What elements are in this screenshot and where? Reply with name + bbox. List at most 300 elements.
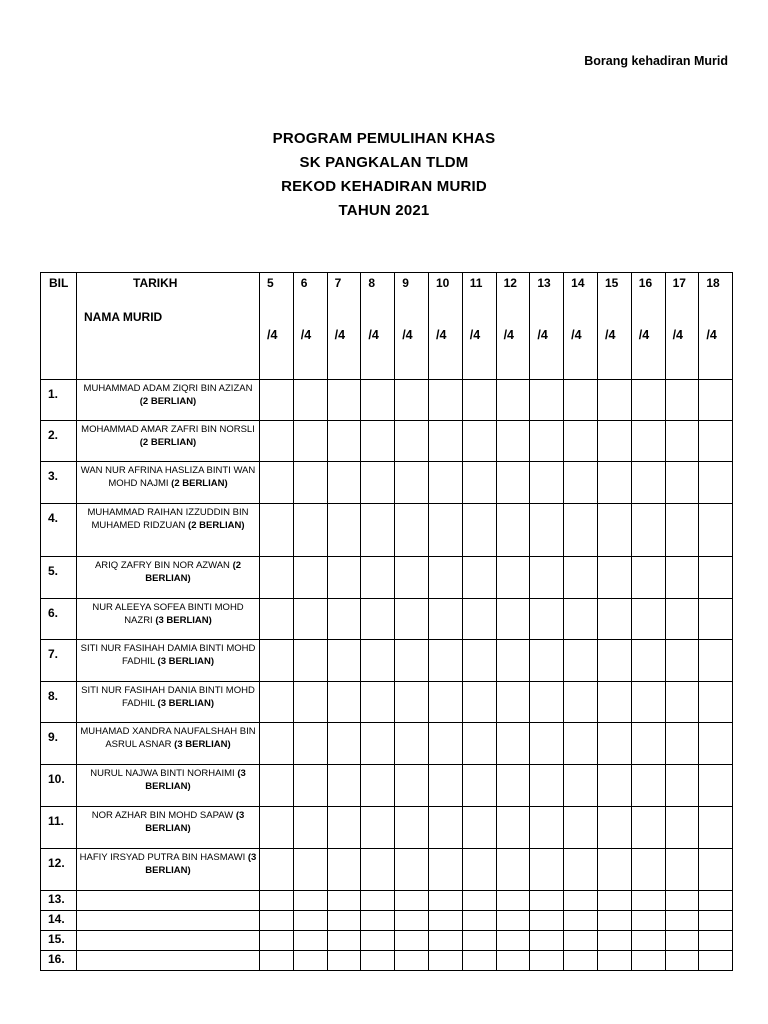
attendance-cell[interactable] <box>631 951 665 971</box>
attendance-cell[interactable] <box>530 765 564 807</box>
attendance-cell[interactable] <box>699 599 733 640</box>
date-month: /4 <box>706 328 717 342</box>
attendance-cell[interactable] <box>361 807 395 849</box>
attendance-cell[interactable] <box>530 849 564 891</box>
attendance-cell[interactable] <box>597 682 631 723</box>
attendance-cell[interactable] <box>530 599 564 640</box>
student-name-cell <box>77 723 260 765</box>
attendance-cell[interactable] <box>293 931 327 951</box>
attendance-cell[interactable] <box>665 421 699 462</box>
attendance-cell[interactable] <box>597 599 631 640</box>
attendance-cell[interactable] <box>496 599 530 640</box>
student-name: NOR AZHAR BIN MOHD SAPAW <box>91 810 234 821</box>
attendance-cell[interactable] <box>665 557 699 599</box>
empty-row <box>41 951 733 971</box>
attendance-cell[interactable] <box>361 421 395 462</box>
attendance-cell[interactable] <box>631 462 665 504</box>
attendance-cell[interactable] <box>462 462 496 504</box>
empty-row <box>41 911 733 931</box>
attendance-cell[interactable] <box>699 951 733 971</box>
student-name-cell <box>77 765 260 807</box>
student-class: (2 BERLIAN) <box>188 520 245 531</box>
date-header <box>395 273 429 380</box>
attendance-cell[interactable] <box>665 504 699 557</box>
title-line-1: PROGRAM PEMULIHAN KHAS <box>272 130 496 147</box>
attendance-cell[interactable] <box>462 807 496 849</box>
attendance-cell[interactable] <box>496 723 530 765</box>
attendance-cell[interactable] <box>496 421 530 462</box>
attendance-cell[interactable] <box>260 951 294 971</box>
attendance-cell[interactable] <box>631 723 665 765</box>
attendance-cell[interactable] <box>462 931 496 951</box>
attendance-cell[interactable] <box>496 765 530 807</box>
attendance-cell[interactable] <box>597 380 631 421</box>
attendance-cell[interactable] <box>293 504 327 557</box>
attendance-cell[interactable] <box>293 765 327 807</box>
attendance-cell[interactable] <box>665 682 699 723</box>
attendance-cell[interactable] <box>665 723 699 765</box>
attendance-cell[interactable] <box>699 557 733 599</box>
attendance-cell[interactable] <box>361 462 395 504</box>
attendance-cell[interactable] <box>395 462 429 504</box>
attendance-cell[interactable] <box>260 765 294 807</box>
attendance-cell[interactable] <box>564 462 598 504</box>
student-name: NURUL NAJWA BINTI NORHAIMI <box>90 768 235 779</box>
attendance-cell[interactable] <box>462 640 496 682</box>
student-name-cell[interactable] <box>77 911 260 931</box>
attendance-cell[interactable] <box>462 951 496 971</box>
attendance-cell[interactable] <box>631 421 665 462</box>
attendance-cell[interactable] <box>293 723 327 765</box>
student-name: HAFIY IRSYAD PUTRA BIN HASMAWI <box>79 852 246 863</box>
row-number: 15. <box>41 931 77 951</box>
attendance-cell[interactable] <box>665 891 699 911</box>
attendance-cell[interactable] <box>699 421 733 462</box>
student-class: (2 BERLIAN) <box>139 396 197 407</box>
attendance-cell[interactable] <box>462 891 496 911</box>
attendance-cell[interactable] <box>428 504 462 557</box>
row-number: 13. <box>41 891 77 911</box>
attendance-cell[interactable] <box>564 557 598 599</box>
attendance-cell[interactable] <box>361 891 395 911</box>
date-header <box>597 273 631 380</box>
attendance-cell[interactable] <box>597 765 631 807</box>
attendance-cell[interactable] <box>631 931 665 951</box>
attendance-cell[interactable] <box>428 599 462 640</box>
attendance-cell[interactable] <box>395 723 429 765</box>
nama-murid-label: NAMA MURID <box>84 310 163 324</box>
attendance-cell[interactable] <box>530 504 564 557</box>
attendance-cell[interactable] <box>699 640 733 682</box>
attendance-cell[interactable] <box>564 640 598 682</box>
student-name-cell[interactable] <box>77 931 260 951</box>
attendance-cell[interactable] <box>631 849 665 891</box>
attendance-cell[interactable] <box>462 911 496 931</box>
attendance-cell[interactable] <box>530 462 564 504</box>
attendance-cell[interactable] <box>597 504 631 557</box>
attendance-cell[interactable] <box>395 849 429 891</box>
attendance-cell[interactable] <box>631 504 665 557</box>
attendance-cell[interactable] <box>327 380 361 421</box>
attendance-cell[interactable] <box>462 723 496 765</box>
attendance-cell[interactable] <box>699 504 733 557</box>
attendance-cell[interactable] <box>665 380 699 421</box>
attendance-cell[interactable] <box>327 765 361 807</box>
student-row <box>41 682 733 723</box>
attendance-cell[interactable] <box>496 931 530 951</box>
attendance-cell[interactable] <box>564 807 598 849</box>
attendance-cell[interactable] <box>496 682 530 723</box>
attendance-cell[interactable] <box>260 891 294 911</box>
attendance-cell[interactable] <box>361 380 395 421</box>
attendance-cell[interactable] <box>260 640 294 682</box>
attendance-cell[interactable] <box>327 891 361 911</box>
date-day: 17 <box>672 276 686 290</box>
attendance-cell[interactable] <box>395 599 429 640</box>
attendance-cell[interactable] <box>361 682 395 723</box>
date-day: 11 <box>469 276 483 290</box>
attendance-cell[interactable] <box>260 380 294 421</box>
attendance-cell[interactable] <box>428 723 462 765</box>
attendance-cell[interactable] <box>327 640 361 682</box>
student-row <box>41 462 733 504</box>
attendance-cell[interactable] <box>293 911 327 931</box>
attendance-cell[interactable] <box>428 462 462 504</box>
attendance-cell[interactable] <box>260 807 294 849</box>
attendance-cell[interactable] <box>293 421 327 462</box>
document-titles <box>0 127 768 223</box>
student-name-cell <box>77 421 260 462</box>
row-number: 8. <box>41 682 77 723</box>
attendance-cell[interactable] <box>699 849 733 891</box>
attendance-cell[interactable] <box>361 931 395 951</box>
attendance-cell[interactable] <box>428 765 462 807</box>
attendance-cell[interactable] <box>395 807 429 849</box>
attendance-cell[interactable] <box>699 807 733 849</box>
attendance-cell[interactable] <box>496 557 530 599</box>
date-day: 13 <box>537 276 551 290</box>
attendance-cell[interactable] <box>327 557 361 599</box>
attendance-cell[interactable] <box>597 891 631 911</box>
attendance-cell[interactable] <box>699 765 733 807</box>
attendance-cell[interactable] <box>564 765 598 807</box>
row-number: 4. <box>41 504 77 557</box>
attendance-cell[interactable] <box>361 504 395 557</box>
attendance-cell[interactable] <box>395 911 429 931</box>
student-row <box>41 765 733 807</box>
attendance-cell[interactable] <box>260 462 294 504</box>
attendance-cell[interactable] <box>462 421 496 462</box>
attendance-cell[interactable] <box>699 682 733 723</box>
date-day: 16 <box>638 276 653 290</box>
attendance-cell[interactable] <box>327 462 361 504</box>
attendance-cell[interactable] <box>564 421 598 462</box>
date-header <box>631 273 665 380</box>
attendance-cell[interactable] <box>327 421 361 462</box>
attendance-cell[interactable] <box>395 640 429 682</box>
attendance-cell[interactable] <box>293 380 327 421</box>
date-month: /4 <box>571 328 582 342</box>
attendance-cell[interactable] <box>293 599 327 640</box>
attendance-cell[interactable] <box>530 682 564 723</box>
student-row <box>41 723 733 765</box>
attendance-cell[interactable] <box>597 557 631 599</box>
student-row <box>41 849 733 891</box>
attendance-cell[interactable] <box>293 951 327 971</box>
attendance-cell[interactable] <box>665 599 699 640</box>
attendance-cell[interactable] <box>496 504 530 557</box>
attendance-cell[interactable] <box>260 723 294 765</box>
attendance-cell[interactable] <box>327 931 361 951</box>
date-day: 18 <box>706 276 720 290</box>
attendance-cell[interactable] <box>361 599 395 640</box>
attendance-cell[interactable] <box>564 911 598 931</box>
date-header <box>564 273 598 380</box>
attendance-cell[interactable] <box>361 723 395 765</box>
date-header <box>699 273 733 380</box>
attendance-cell[interactable] <box>361 765 395 807</box>
attendance-cell[interactable] <box>293 557 327 599</box>
title-line-4: TAHUN 2021 <box>338 202 430 219</box>
attendance-cell[interactable] <box>564 891 598 911</box>
row-number: 9. <box>41 723 77 765</box>
attendance-cell[interactable] <box>462 599 496 640</box>
attendance-cell[interactable] <box>631 807 665 849</box>
attendance-cell[interactable] <box>631 682 665 723</box>
date-month: /4 <box>672 328 683 342</box>
date-header <box>260 273 294 380</box>
attendance-cell[interactable] <box>597 640 631 682</box>
row-number: 3. <box>41 462 77 504</box>
attendance-cell[interactable] <box>428 557 462 599</box>
date-day: 15 <box>604 276 619 290</box>
attendance-cell[interactable] <box>564 723 598 765</box>
attendance-cell[interactable] <box>428 931 462 951</box>
row-number: 16. <box>41 951 77 971</box>
attendance-cell[interactable] <box>496 807 530 849</box>
attendance-cell[interactable] <box>327 807 361 849</box>
attendance-cell[interactable] <box>462 849 496 891</box>
attendance-cell[interactable] <box>361 951 395 971</box>
attendance-cell[interactable] <box>631 380 665 421</box>
attendance-cell[interactable] <box>530 557 564 599</box>
attendance-cell[interactable] <box>699 891 733 911</box>
attendance-cell[interactable] <box>665 931 699 951</box>
attendance-cell[interactable] <box>665 849 699 891</box>
attendance-cell[interactable] <box>361 849 395 891</box>
student-name-cell[interactable] <box>77 951 260 971</box>
attendance-cell[interactable] <box>260 421 294 462</box>
attendance-cell[interactable] <box>428 421 462 462</box>
student-class: (2 BERLIAN) <box>139 437 197 448</box>
attendance-cell[interactable] <box>260 504 294 557</box>
student-row <box>41 640 733 682</box>
attendance-cell[interactable] <box>260 911 294 931</box>
date-day: 14 <box>571 276 585 290</box>
student-name-cell <box>77 849 260 891</box>
attendance-cell[interactable] <box>530 807 564 849</box>
attendance-cell[interactable] <box>361 911 395 931</box>
attendance-cell[interactable] <box>699 723 733 765</box>
attendance-cell[interactable] <box>496 380 530 421</box>
row-number: 11. <box>41 807 77 849</box>
attendance-cell[interactable] <box>665 640 699 682</box>
attendance-cell[interactable] <box>631 599 665 640</box>
attendance-cell[interactable] <box>597 462 631 504</box>
attendance-cell[interactable] <box>665 807 699 849</box>
attendance-cell[interactable] <box>462 380 496 421</box>
attendance-cell[interactable] <box>428 911 462 931</box>
attendance-cell[interactable] <box>699 380 733 421</box>
attendance-cell[interactable] <box>327 599 361 640</box>
attendance-cell[interactable] <box>395 765 429 807</box>
attendance-cell[interactable] <box>631 640 665 682</box>
student-class: (3 BERLIAN) <box>157 656 215 667</box>
attendance-cell[interactable] <box>260 599 294 640</box>
attendance-cell[interactable] <box>564 599 598 640</box>
attendance-cell[interactable] <box>293 640 327 682</box>
attendance-cell[interactable] <box>293 849 327 891</box>
attendance-cell[interactable] <box>530 951 564 971</box>
attendance-cell[interactable] <box>597 931 631 951</box>
attendance-cell[interactable] <box>665 462 699 504</box>
student-row <box>41 380 733 421</box>
row-number: 14. <box>41 911 77 931</box>
attendance-cell[interactable] <box>428 380 462 421</box>
row-number: 1. <box>41 380 77 421</box>
attendance-cell[interactable] <box>327 504 361 557</box>
attendance-cell[interactable] <box>597 723 631 765</box>
attendance-cell[interactable] <box>327 723 361 765</box>
attendance-cell[interactable] <box>530 421 564 462</box>
attendance-cell[interactable] <box>428 807 462 849</box>
attendance-cell[interactable] <box>665 765 699 807</box>
attendance-cell[interactable] <box>361 557 395 599</box>
row-number: 5. <box>41 557 77 599</box>
attendance-cell[interactable] <box>530 640 564 682</box>
attendance-cell[interactable] <box>597 849 631 891</box>
attendance-cell[interactable] <box>564 380 598 421</box>
attendance-cell[interactable] <box>631 891 665 911</box>
attendance-cell[interactable] <box>496 891 530 911</box>
attendance-cell[interactable] <box>293 891 327 911</box>
attendance-cell[interactable] <box>462 504 496 557</box>
attendance-cell[interactable] <box>462 765 496 807</box>
attendance-cell[interactable] <box>564 931 598 951</box>
date-month: /4 <box>402 328 413 342</box>
student-name-cell[interactable] <box>77 891 260 911</box>
attendance-cell[interactable] <box>361 640 395 682</box>
attendance-cell[interactable] <box>496 911 530 931</box>
attendance-cell[interactable] <box>699 931 733 951</box>
attendance-cell[interactable] <box>496 849 530 891</box>
attendance-cell[interactable] <box>293 682 327 723</box>
student-class: (3 BERLIAN) <box>145 810 245 834</box>
date-month: /4 <box>638 328 650 342</box>
attendance-cell[interactable] <box>665 911 699 931</box>
attendance-cell[interactable] <box>260 849 294 891</box>
attendance-cell[interactable] <box>564 951 598 971</box>
attendance-cell[interactable] <box>462 557 496 599</box>
student-class: (2 BERLIAN) <box>145 560 242 584</box>
student-name: WAN NUR AFRINA HASLIZA BINTI WAN MOHD NAJMI <box>80 465 256 489</box>
student-name-cell <box>77 380 260 421</box>
attendance-cell[interactable] <box>327 849 361 891</box>
date-header <box>530 273 564 380</box>
attendance-cell[interactable] <box>530 891 564 911</box>
attendance-cell[interactable] <box>631 765 665 807</box>
attendance-cell[interactable] <box>631 557 665 599</box>
attendance-cell[interactable] <box>395 380 429 421</box>
student-row <box>41 421 733 462</box>
attendance-cell[interactable] <box>395 891 429 911</box>
empty-row <box>41 931 733 951</box>
student-class: (3 BERLIAN) <box>157 698 215 709</box>
attendance-cell[interactable] <box>530 931 564 951</box>
attendance-cell[interactable] <box>665 951 699 971</box>
attendance-cell[interactable] <box>462 682 496 723</box>
student-row <box>41 599 733 640</box>
attendance-cell[interactable] <box>395 931 429 951</box>
attendance-cell[interactable] <box>496 462 530 504</box>
tarikh-label: TARIKH <box>133 276 178 290</box>
attendance-cell[interactable] <box>564 682 598 723</box>
attendance-cell[interactable] <box>530 911 564 931</box>
form-label: Borang kehadiran Murid <box>584 54 728 68</box>
attendance-cell[interactable] <box>428 640 462 682</box>
attendance-cell[interactable] <box>395 951 429 971</box>
date-day: 7 <box>334 276 342 290</box>
attendance-cell[interactable] <box>260 931 294 951</box>
attendance-cell[interactable] <box>530 380 564 421</box>
attendance-cell[interactable] <box>530 723 564 765</box>
student-name: MUHAMAD XANDRA NAUFALSHAH BIN ASRUL ASNAR <box>80 726 256 750</box>
attendance-cell[interactable] <box>631 911 665 931</box>
attendance-cell[interactable] <box>260 682 294 723</box>
date-header <box>327 273 361 380</box>
attendance-cell[interactable] <box>327 911 361 931</box>
date-day: 12 <box>503 276 517 290</box>
attendance-cell[interactable] <box>597 421 631 462</box>
date-header <box>496 273 530 380</box>
attendance-cell[interactable] <box>395 421 429 462</box>
attendance-cell[interactable] <box>496 951 530 971</box>
row-number: 12. <box>41 849 77 891</box>
attendance-cell[interactable] <box>428 849 462 891</box>
attendance-cell[interactable] <box>597 807 631 849</box>
attendance-cell[interactable] <box>293 462 327 504</box>
attendance-cell[interactable] <box>699 462 733 504</box>
student-row <box>41 557 733 599</box>
attendance-cell[interactable] <box>564 849 598 891</box>
attendance-cell[interactable] <box>395 557 429 599</box>
attendance-cell[interactable] <box>260 557 294 599</box>
attendance-cell[interactable] <box>699 911 733 931</box>
attendance-cell[interactable] <box>395 682 429 723</box>
attendance-cell[interactable] <box>564 504 598 557</box>
attendance-cell[interactable] <box>293 807 327 849</box>
attendance-cell[interactable] <box>428 891 462 911</box>
attendance-cell[interactable] <box>597 951 631 971</box>
attendance-cell[interactable] <box>597 911 631 931</box>
attendance-cell[interactable] <box>395 504 429 557</box>
attendance-cell[interactable] <box>327 682 361 723</box>
attendance-cell[interactable] <box>428 682 462 723</box>
date-day: 6 <box>300 276 308 290</box>
attendance-cell[interactable] <box>327 951 361 971</box>
attendance-cell[interactable] <box>496 640 530 682</box>
attendance-cell[interactable] <box>428 951 462 971</box>
